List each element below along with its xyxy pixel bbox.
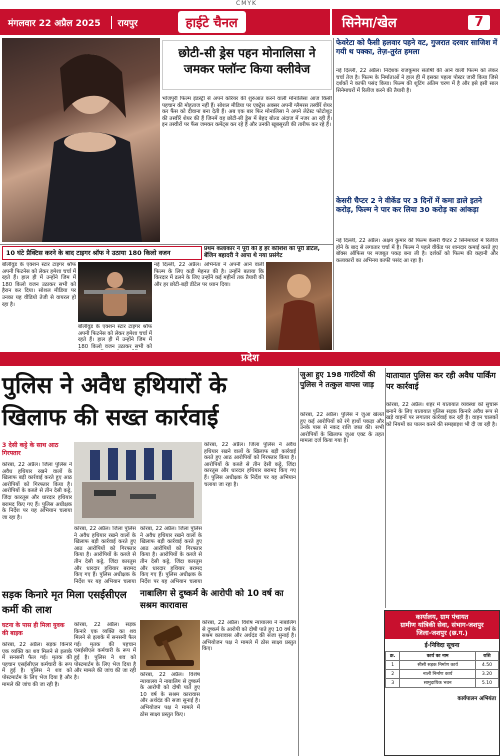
police-article: कोरबा, 22 अप्रैल। जिला पुलिस ने अवैध हथियार रखने वालों के खिलाफ बड़ी कार्रवाई करते हुए आठ आरोपियों को गिरफ्तार किया है। आरोपियों के कब्जे से तीन देसी कट्टे, जिंदा कारतूस और धारदार हथियार बरामद किए गए हैं। पुलिस अधीक्षक के निर्देश पर यह अभियान चलाया जा रहा है। bbox=[2, 462, 72, 521]
tender-header bbox=[385, 611, 499, 639]
police-subheadline: 3 देसी कट्टे के साथ आठ गिरफ्तार bbox=[2, 442, 59, 457]
monalisa-headline: छोटी-सी ड्रेस पहन मोनालिसा ने जमकर फ्लॉन्ट किया क्लीवेज bbox=[178, 46, 316, 76]
actor-figure-icon bbox=[266, 262, 332, 350]
tender-department: ग्रामीण यांत्रिकी सेवा, संभाग-जशपुर bbox=[400, 621, 484, 629]
tiger-headline-box bbox=[2, 246, 202, 260]
masthead-right bbox=[330, 9, 500, 35]
police-article-col4: कोरबा, 22 अप्रैल। जिला पुलिस ने अवैध हथियार रखने वालों के खिलाफ बड़ी कार्रवाई करते हुए आठ आरोपियों को गिरफ्तार किया है। आरोपियों के कब्जे से तीन देसी कट्टे, जिंदा कारतूस और धारदार हथियार बरामद किए गए हैं। पुलिस अधीक्षक के निर्देश पर यह अभियान चलाया जा रहा है। bbox=[204, 442, 296, 488]
road-death-article-col2: कोरबा, 22 अप्रैल। सड़क किनारे एक व्यक्ति का शव मिलने से इलाके में सनसनी फैल गई। मृतक की पहचान एसईसीएल कर्मचारी के रूप में हुई है। पुलिस ने शव को पोस्टमार्टम के लिए भेज दिया है और मामले की जांच की जा रही है। bbox=[74, 622, 136, 681]
table-cell: 3 bbox=[386, 679, 400, 688]
court-article: कोरबा, 22 अप्रैल। विशेष न्यायालय ने नाबालिग से दुष्कर्म के आरोपी को दोषी पाते हुए 10 वर्ष के सश्रम कारावास और अर्थदंड की सजा सुनाई है। अभियोजन पक्ष ने मामले में ठोस साक्ष्य प्रस्तुत किए। bbox=[202, 620, 296, 653]
tender-office: कार्यालय, ग्राम पंचायत bbox=[415, 613, 469, 621]
road-death-subheadline: घटना के पास ही मिला युवक की बाइक bbox=[2, 622, 65, 637]
tender-signature: कार्यपालन अभियंता bbox=[457, 696, 496, 702]
table-cell: 4.50 bbox=[475, 661, 498, 670]
road-death-article: कोरबा, 22 अप्रैल। सड़क किनारे एक व्यक्ति का शव मिलने से इलाके में सनसनी फैल गई। मृतक की पहचान एसईसीएल कर्मचारी के रूप में हुई है। पुलिस ने शव को पोस्टमार्टम के लिए भेज दिया है और मामले की जांच की जा रही है। bbox=[2, 642, 72, 688]
table-cell: सीसी सड़क निर्माण कार्य bbox=[400, 661, 476, 670]
print-margin bbox=[0, 0, 500, 9]
traffic-article: कोरबा, 22 अप्रैल। शहर में यातायात व्यवस्था को सुचारू बनाने के लिए यातायात पुलिस सड़क किनारे अवैध रूप से खड़े वाहनों पर लगातार कार्रवाई कर रही है। वाहन चालकों को नियमों का पालन करने की समझाइश भी दी जा रही है। bbox=[386, 402, 498, 428]
film-headline: फेवरेटा को फैसी हलवार पहने वट, गुजरात दरवार साजिश में गयी थ पक्का, तेज़-तुरंत हमला bbox=[336, 38, 498, 56]
table-cell: 5.10 bbox=[475, 679, 498, 688]
section-name: सिनेमा/खेल bbox=[342, 16, 397, 31]
police-article-col3: कोरबा, 22 अप्रैल। जिला पुलिस ने अवैध हथियार रखने वालों के खिलाफ बड़ी कार्रवाई करते हुए आठ आरोपियों को गिरफ्तार किया है। आरोपियों के कब्जे से तीन देसी कट्टे, जिंदा कारतूस और धारदार हथियार बरामद किए गए हैं। पुलिस अधीक्षक के निर्देश पर यह अभियान चलाया bbox=[140, 526, 202, 584]
newspaper-logo: हाईटे चैनल bbox=[178, 11, 246, 33]
table-cell: नाली निर्माण कार्य bbox=[400, 670, 476, 679]
kesari-headline: केसरी चैप्टर 2 ने वीकेंड पर 3 दिनों में कमा डाले इतने करोड़, फिल्म ने पार कर लिया 30 करोड़ का आंकड़ा bbox=[336, 196, 483, 214]
divider-vertical-3 bbox=[385, 368, 386, 608]
tender-col-no: क्र. bbox=[386, 652, 400, 661]
tiger-headline: 10 घंटे प्रैक्टिस करने के बाद टाइगर श्रॉफ ने उठाया 180 किलो वजन bbox=[6, 249, 171, 257]
actor-headline: प्रथम कलाकार ने पूरी की हैं हर कोशिश को पूरी डीटेल, बेंजिन बहादरी ने आपा थे नया प्रसंगेट bbox=[204, 246, 320, 259]
woman-figure-icon bbox=[2, 38, 160, 242]
tender-title: ई-निविदा सूचना bbox=[424, 642, 460, 649]
tiger-photo bbox=[78, 262, 152, 322]
film-article: नई दिल्ली, 22 अप्रैल। निर्देशक राजकुमार संतोषी की आने वाली फिल्म को लेकर चर्चा तेज है। फिल्म के निर्माताओं ने हाल ही में इसका पहला पोस्टर जारी किया जिसे दर्शकों ने काफी पसंद किया। फिल्म की शूटिंग अंतिम चरण में है और इसे इसी साल सिनेमाघरों में रिलीज करने की तैयारी है। bbox=[336, 68, 498, 94]
monalisa-article: भोजपुरी फिल्म इंडस्ट्री से अपने करियर की शुरुआत करने वाली मोनालिसा आज किसी पहचान की मोहताज नहीं हैं। सोशल मीडिया पर एक्ट्रेस अक्सर अपनी ग्लैमरस तस्वीरें शेयर कर फैंस को दीवाना बना देती हैं। अब एक बार फिर मोनालिसा ने अपने लेटेस्ट फोटोशूट की तस्वीरें शेयर की हैं जिनमें वह छोटी-सी ड्रेस में बेहद बोल्ड अंदाज में नजर आ रही हैं। इन तस्वीरों पर फैंस जमकर कमेंट्स कर रहे हैं और उनकी खूबसूरती की तारीफ कर रहे हैं। bbox=[162, 96, 332, 129]
divider-vertical-2 bbox=[298, 368, 299, 756]
tender-col-amount: राशि bbox=[475, 652, 498, 661]
gavel-photo bbox=[140, 620, 200, 670]
raid-headline: जुआ हुए 198 गारंटियों की पुलिस ने तत्कुल वापस जाड़ bbox=[300, 370, 376, 389]
divider-horizontal bbox=[0, 244, 333, 245]
raid-article: कोरबा, 22 अप्रैल। पुलिस ने जुआ खेलते हुए कई आरोपियों को रंगे हाथों पकड़ा और उनके पास से नकद राशि जब्त की। सभी आरोपियों के खिलाफ जुआ एक्ट के तहत मामला दर्ज किया गया है। bbox=[300, 412, 384, 445]
monalisa-headline-box bbox=[162, 40, 332, 90]
section-band-pradesh: प्रदेश bbox=[0, 352, 500, 366]
film-still-photo bbox=[266, 262, 332, 350]
tender-col-work: कार्य का नाम bbox=[400, 652, 476, 661]
page-number: 7 bbox=[468, 15, 490, 30]
table-cell: 1 bbox=[386, 661, 400, 670]
police-article-col2: कोरबा, 22 अप्रैल। जिला पुलिस ने अवैध हथियार रखने वालों के खिलाफ बड़ी कार्रवाई करते हुए आठ आरोपियों को गिरफ्तार किया है। आरोपियों के कब्जे से तीन देसी कट्टे, जिंदा कारतूस और धारदार हथियार बरामद किए गए हैं। पुलिस अधीक्षक के निर्देश पर यह अभियान चलाया bbox=[74, 526, 136, 584]
tender-table-header bbox=[386, 652, 499, 661]
actor-article: नई दिल्ली, 22 अप्रैल। अभिनेता ने अपनी आने वाली फिल्म के लिए कड़ी मेहनत की है। उन्होंने बताया कि किरदार में ढलने के लिए उन्होंने कई महीनों तक तैयारी की और हर छोटी-बड़ी डीटेल पर ध्यान दिया। bbox=[154, 262, 264, 288]
masthead-left bbox=[0, 9, 330, 35]
city-name: रायपुर bbox=[111, 16, 138, 29]
table-cell: 2 bbox=[386, 670, 400, 679]
table-row bbox=[386, 679, 499, 688]
court-article-col2: कोरबा, 22 अप्रैल। विशेष न्यायालय ने नाबालिग से दुष्कर्म के आरोपी को दोषी पाते हुए 10 वर्ष के सश्रम कारावास और अर्थदंड की सजा सुनाई है। अभियोजन पक्ष ने मामले में ठोस साक्ष्य प्रस्तुत किए। bbox=[140, 672, 200, 718]
tender-notice bbox=[384, 610, 500, 756]
seized-weapons-photo bbox=[74, 442, 202, 524]
issue-date: मंगलवार 22 अप्रैल 2025 bbox=[8, 18, 101, 29]
tender-table bbox=[385, 651, 499, 688]
table-row bbox=[386, 670, 499, 679]
traffic-headline: यातायात पुलिस कर रही अवैध पार्किंग पर कार्रवाई bbox=[386, 371, 496, 391]
print-mark: CMYK bbox=[236, 0, 257, 7]
gavel-icon bbox=[140, 620, 200, 670]
table-row bbox=[386, 661, 499, 670]
tiger-article-more: बॉलीवुड के एक्शन स्टार टाइगर श्रॉफ अपनी फिटनेस को लेकर हमेशा चर्चा में रहते हैं। हाल ही में उन्होंने जिम में 180 किलो वजन उठाकर सभी को bbox=[78, 324, 152, 350]
weapons-display-icon bbox=[74, 442, 202, 524]
table-cell: 3.20 bbox=[475, 670, 498, 679]
court-headline: नाबालिग से दुष्कर्म के आरोपी को 10 वर्ष का सश्रम कारावास bbox=[140, 589, 284, 611]
police-headline: पुलिस ने अवैध हथियारों के खिलाफ की सख्त कार्रवाई bbox=[2, 373, 227, 431]
tender-district: जिला-जशपुर (छ.ग.) bbox=[416, 629, 468, 637]
masthead bbox=[0, 9, 500, 35]
kesari-article: नई दिल्ली, 22 अप्रैल। अक्षय कुमार की फिल्म केसरी चैप्टर 2 सिनेमाघरों में रिलीज होने के बाद से लगातार चर्चा में है। फिल्म ने पहले वीकेंड पर शानदार कमाई करते हुए बॉक्स ऑफिस पर मजबूत पकड़ बना ली है। दर्शकों को फिल्म की कहानी और कलाकारों का अभिनय काफी पसंद आ रहा है। bbox=[336, 238, 498, 264]
table-cell: सामुदायिक भवन bbox=[400, 679, 476, 688]
tiger-article: बॉलीवुड के एक्शन स्टार टाइगर श्रॉफ अपनी फिटनेस को लेकर हमेशा चर्चा में रहते हैं। हाल ही में उन्होंने जिम में 180 किलो वजन उठाकर सभी को हैरान कर दिया। सोशल मीडिया पर उनका यह वीडियो तेजी से वायरल हो रहा है। bbox=[2, 262, 76, 308]
divider-vertical bbox=[333, 38, 334, 350]
monalisa-photo bbox=[2, 38, 160, 242]
athlete-figure-icon bbox=[78, 262, 152, 322]
road-death-headline: सड़क किनारे मृत मिला एसईसीएल कर्मी की लाश bbox=[2, 590, 127, 616]
